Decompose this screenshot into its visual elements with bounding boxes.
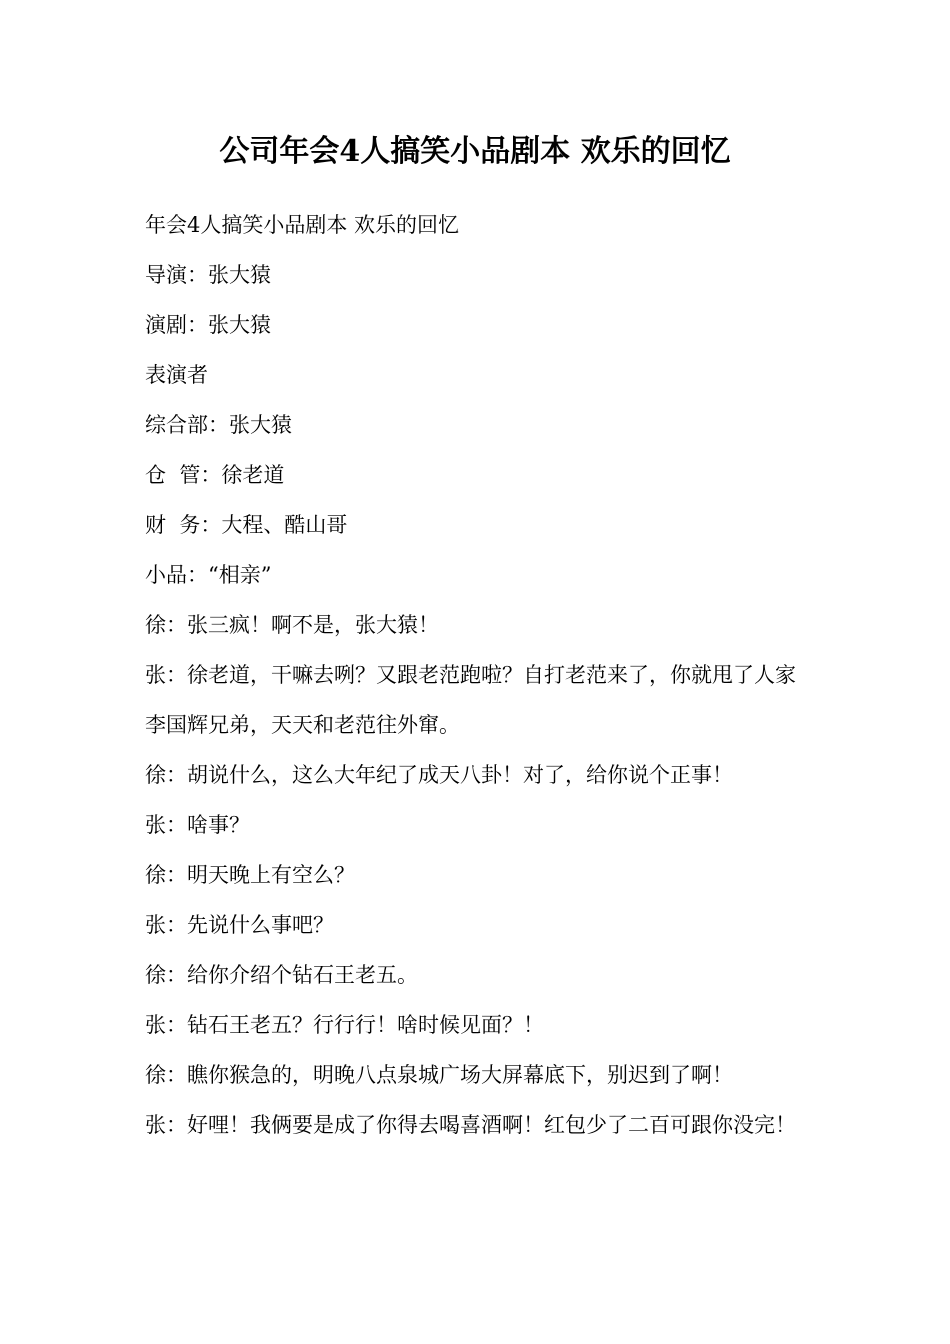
paragraph: 徐：明天晚上有空么？ xyxy=(145,863,355,887)
paragraph: 综合部：张大猿 xyxy=(145,413,292,437)
paragraph: 张：徐老道，干嘛去咧？又跟老范跑啦？自打老范来了，你就甩了人家李国辉兄弟，天天和老范往外窜。 xyxy=(145,663,796,737)
paragraph: 张：啥事？ xyxy=(145,813,250,837)
paragraph: 小品：“相亲” xyxy=(145,563,272,587)
paragraph: 张：好哩！我俩要是成了你得去喝喜酒啊！红包少了二百可跟你没完！ xyxy=(145,1113,796,1137)
paragraph: 表演者 xyxy=(145,363,208,387)
paragraph: 财 务：大程、酷山哥 xyxy=(145,513,348,537)
paragraph: 导演：张大猿 xyxy=(145,263,271,287)
paragraph: 年会4人搞笑小品剧本 欢乐的回忆 xyxy=(145,213,460,237)
paragraph: 徐：瞧你猴急的，明晚八点泉城广场大屏幕底下，别迟到了啊！ xyxy=(145,1063,733,1087)
paragraph: 张：钻石王老五？行行行！啥时候见面？！ xyxy=(145,1013,544,1037)
paragraph: 徐：给你介绍个钻石王老五。 xyxy=(145,963,418,987)
document-title: 公司年会4人搞笑小品剧本 欢乐的回忆 xyxy=(219,134,731,169)
paragraph: 仓 管：徐老道 xyxy=(145,463,285,487)
paragraph: 演剧：张大猿 xyxy=(145,313,271,337)
paragraph: 徐：张三疯！啊不是，张大猿！ xyxy=(145,613,439,637)
document-body xyxy=(145,200,800,1150)
paragraph: 徐：胡说什么，这么大年纪了成天八卦！对了，给你说个正事！ xyxy=(145,763,733,787)
paragraph: 张：先说什么事吧？ xyxy=(145,913,334,937)
